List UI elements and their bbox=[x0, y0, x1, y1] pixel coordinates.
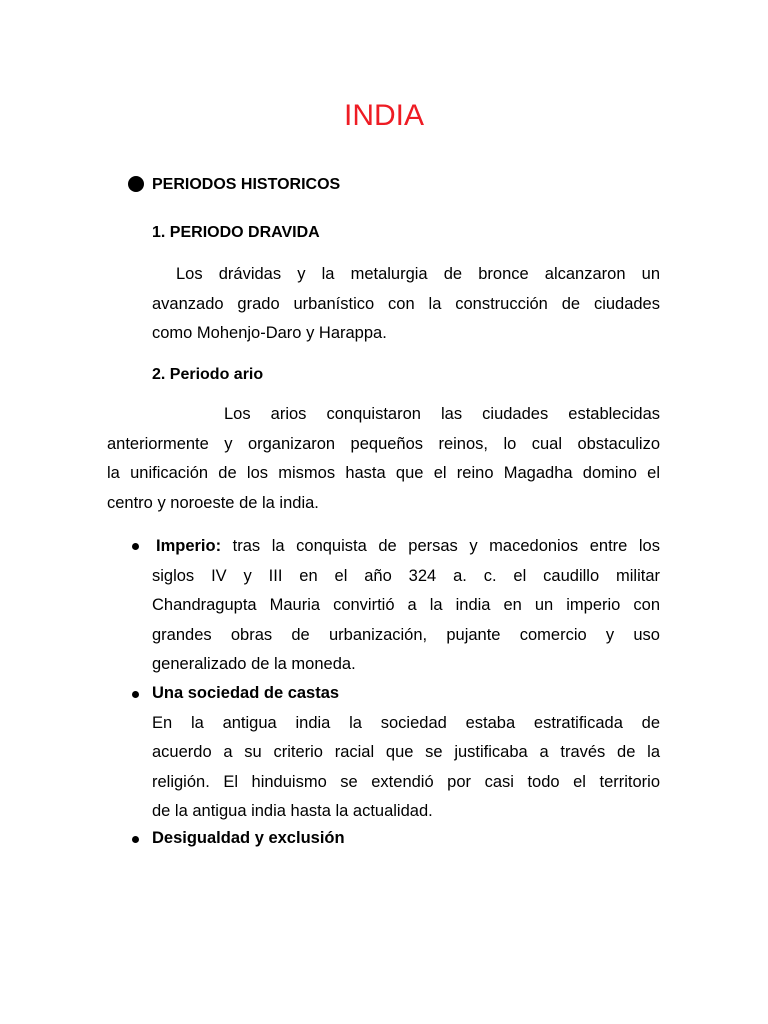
list-item-label bbox=[152, 824, 660, 854]
paragraph-line: Los arios conquistaron las ciudades establecidas bbox=[224, 405, 660, 423]
paragraph-line: avanzado grado urbanístico con la construcción de ciudades bbox=[152, 294, 660, 313]
paragraph-line: la unificación de los mismos hasta que el reino Magadha domino el bbox=[107, 464, 660, 482]
list-item bbox=[152, 824, 660, 854]
period1-heading: 1. PERIODO DRAVIDA bbox=[152, 224, 320, 241]
list-item-label-text: Una sociedad de castas bbox=[152, 684, 340, 702]
page-title: INDIA bbox=[343, 99, 424, 132]
list-item-label bbox=[152, 679, 660, 709]
bullet-icon bbox=[132, 691, 139, 698]
paragraph-line: Los drávidas y la metalurgia de bronce alcanzaron un bbox=[176, 265, 660, 283]
list-item bbox=[152, 532, 660, 680]
list-item-line: de la antigua india hasta la actualidad. bbox=[152, 802, 433, 820]
list-item-line: generalizado de la moneda. bbox=[152, 655, 356, 673]
list-item-line: Chandragupta Mauria convirtió a la india en un imperio con bbox=[152, 596, 660, 614]
list-item-label-text: Desigualdad y exclusión bbox=[152, 829, 345, 847]
list-item-line: En la antigua india la sociedad estaba estratificada de bbox=[152, 713, 660, 732]
period2-heading: 2. Periodo ario bbox=[152, 366, 264, 383]
large-bullet-icon bbox=[128, 176, 144, 192]
list-item-first-line bbox=[152, 532, 660, 562]
list-item-line: siglos IV y III en el año 324 a. c. el caudillo militar bbox=[152, 566, 660, 585]
paragraph-line: centro y noroeste de la india. bbox=[107, 493, 319, 512]
bullet-icon bbox=[132, 543, 139, 550]
paragraph-line: como Mohenjo-Daro y Harappa. bbox=[152, 324, 387, 342]
section-heading-text: PERIODOS HISTORICOS bbox=[152, 176, 341, 193]
list-item-line: acuerdo a su criterio racial que se justificaba a través de la bbox=[152, 743, 660, 761]
list-item-label: Imperio: bbox=[156, 537, 222, 555]
list-item-line: religión. El hinduismo se extendió por casi todo el territorio bbox=[152, 772, 660, 791]
period2-paragraph bbox=[107, 400, 660, 518]
list-item-text: tras la conquista de persas y macedonios entre los bbox=[221, 537, 660, 555]
list-item-line: grandes obras de urbanización, pujante comercio y uso bbox=[152, 625, 660, 644]
period1-paragraph bbox=[152, 260, 660, 349]
paragraph-line: anteriormente y organizaron pequeños reinos, lo cual obstaculizo bbox=[107, 434, 660, 453]
list-item bbox=[152, 679, 660, 827]
bullet-icon bbox=[132, 836, 139, 843]
